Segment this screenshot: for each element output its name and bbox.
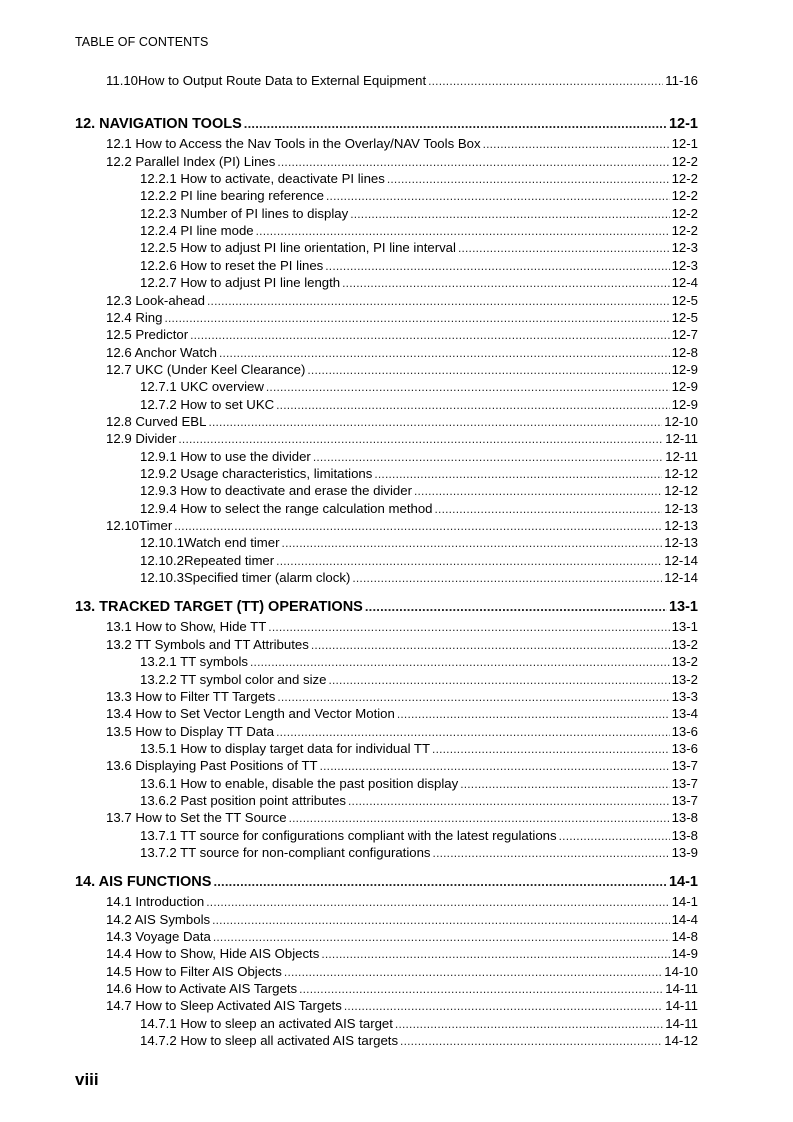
toc-entry-title: 14.7 How to Sleep Activated AIS Targets [106,998,342,1014]
toc-entry-title: 12.4 Ring [106,309,163,325]
toc-entry-title: 14.6 How to Activate AIS Targets [106,981,298,997]
toc-entry-title: 12.2.2 PI line bearing reference [140,188,325,204]
toc-entry[interactable] [106,757,698,774]
toc-entry[interactable] [140,170,698,187]
toc-entry-page: 14-11 [665,1015,698,1031]
toc-entry[interactable] [106,309,698,326]
toc-entry-page: 14-1 [668,874,698,891]
toc-entry-page: 12-2 [671,223,698,239]
toc-entry-title: 13.3 How to Filter TT Targets [106,688,276,704]
toc-entry[interactable] [106,430,698,447]
toc-entry-page: 12-14 [664,570,698,586]
dot-leader [208,414,662,431]
toc-entry[interactable] [140,205,698,222]
toc-entry-page: 12-1 [668,116,698,133]
dot-leader [352,570,662,587]
toc-entry[interactable] [106,963,698,980]
toc-entry-page: 13-4 [671,706,698,722]
dot-leader [344,998,663,1015]
toc-entry-page: 12-9 [671,379,698,395]
toc-entry-title: 12.2.1 How to activate, deactivate PI lines [140,171,385,187]
toc-entry-page: 12-2 [671,188,698,204]
toc-entry[interactable] [140,222,698,239]
toc-entry-title: 12.1 How to Access the Nav Tools in the Overlay/NAV Tools Box [106,136,481,152]
toc-entry[interactable] [140,827,698,844]
toc-entry-title: 12.10.1Watch end timer [140,535,280,551]
toc-entry[interactable] [106,72,698,89]
toc-entry-page: 14-9 [671,946,698,962]
toc-entry-title: 12.2.4 PI line mode [140,223,254,239]
toc-entry[interactable] [140,653,698,670]
toc-entry-page: 14-10 [664,963,698,979]
toc-entry[interactable] [106,809,698,826]
toc-entry-title: 14.5 How to Filter AIS Objects [106,963,282,979]
toc-entry[interactable] [140,257,698,274]
toc-entry-title: 12.7.2 How to set UKC [140,396,275,412]
toc-entry-title: 13.2.1 TT symbols [140,654,248,670]
toc-entry-page: 13-2 [671,636,698,652]
toc-entry-page: 12-2 [671,205,698,221]
toc-entry-page: 12-14 [664,552,698,568]
toc-entry-title: 12.3 Look-ahead [106,292,205,308]
toc-entry-page: 13-8 [671,810,698,826]
toc-chapter-entry[interactable] [75,872,698,892]
toc-entry-page: 12-8 [671,344,698,360]
toc-entry-page: 14-4 [671,911,698,927]
toc-entry-title: 14.3 Voyage Data [106,929,211,945]
toc-entry[interactable] [106,997,698,1014]
toc-entry-title: 11.10How to Output Route Data to External Equipment [106,73,427,88]
dot-leader [348,793,670,810]
toc-entry-title: 13.6.1 How to enable, disable the past position display [140,775,459,791]
running-header: TABLE OF CONTENTS [75,35,209,49]
toc-entry-title: 14.7.2 How to sleep all activated AIS targets [140,1033,399,1049]
dot-leader [307,362,669,379]
toc-entry[interactable] [106,980,698,997]
toc-entry-title: 14.7.1 How to sleep an activated AIS target [140,1015,393,1031]
toc-entry-title: 12. NAVIGATION TOOLS [75,116,242,133]
toc-entry[interactable] [140,569,698,586]
toc-entry[interactable] [140,740,698,757]
toc-entry[interactable] [106,705,698,722]
toc-entry-title: 12.2.5 How to adjust PI line orientation, PI line interval [140,240,456,256]
dot-leader [276,397,669,414]
dot-leader [164,310,669,327]
dot-leader [414,483,662,500]
toc-entry-title: 14.4 How to Show, Hide AIS Objects [106,946,320,962]
dot-leader [559,828,670,845]
toc-entry-page: 14-12 [664,1033,698,1049]
toc-entry-page: 14-1 [671,894,698,910]
dot-leader [458,240,670,257]
toc-entry-page: 13-2 [671,671,698,687]
toc-entry-title: 12.7 UKC (Under Keel Clearance) [106,361,306,377]
toc-entry-title: 14. AIS FUNCTIONS [75,874,212,891]
toc-entry[interactable] [140,1032,698,1049]
toc-entry[interactable] [140,500,698,517]
toc-entry-title: 13.6.2 Past position point attributes [140,792,347,808]
toc-entry-title: 12.7.1 UKC overview [140,379,264,395]
dot-leader [313,449,663,466]
toc-entry[interactable] [140,552,698,569]
toc-entry[interactable] [106,326,698,343]
toc-entry-title: 13.5.1 How to display target data for individual TT [140,740,431,756]
toc-entry[interactable] [106,618,698,635]
toc-entry[interactable] [140,187,698,204]
dot-leader [268,619,669,636]
toc-entry[interactable] [106,636,698,653]
toc-entry-title: 12.10.3Specified timer (alarm clock) [140,570,351,586]
dot-leader [244,114,667,134]
toc-entry[interactable] [140,775,698,792]
toc-entry-title: 12.8 Curved EBL [106,413,207,429]
toc-entry-title: 12.2.6 How to reset the PI lines [140,257,324,273]
toc-entry[interactable] [106,344,698,361]
toc-entry[interactable] [106,135,698,152]
dot-leader [350,206,669,223]
toc-entry-title: 13.6 Displaying Past Positions of TT [106,758,318,774]
dot-leader [460,776,669,793]
dot-leader [178,431,663,448]
dot-leader [400,1033,662,1050]
toc-entry-title: 13.5 How to Display TT Data [106,723,275,739]
toc-entry-title: 12.10Timer [106,518,173,534]
toc-entry-page: 12-11 [665,431,698,447]
toc-entry[interactable] [140,274,698,291]
dot-leader [326,188,670,205]
toc-entry-title: 12.9 Divider [106,431,177,447]
dot-leader [277,689,669,706]
toc-entry-page: 13-1 [668,599,698,616]
dot-leader [387,171,670,188]
toc-entry-page: 13-6 [671,723,698,739]
toc-entry-page: 12-13 [664,518,698,534]
toc-entry-page: 13-3 [671,688,698,704]
toc-entry[interactable] [140,396,698,413]
toc-entry-title: 14.1 Introduction [106,894,205,910]
toc-entry[interactable] [106,361,698,378]
dot-leader [250,654,670,671]
toc-entry-page: 13-7 [671,792,698,808]
toc-entry-page: 12-2 [671,171,698,187]
toc-entry[interactable] [106,688,698,705]
dot-leader [321,946,669,963]
toc-entry-title: 12.9.4 How to select the range calculation method [140,500,433,516]
dot-leader [213,872,667,892]
dot-leader [328,672,669,689]
dot-leader [365,597,667,617]
toc-entry[interactable] [106,893,698,910]
toc-entry-title: 13.2.2 TT symbol color and size [140,671,327,687]
toc-entry[interactable] [106,723,698,740]
toc-entry-title: 13.2 TT Symbols and TT Attributes [106,636,309,652]
toc-entry-title: 13.4 How to Set Vector Length and Vector Motion [106,706,395,722]
toc-entry-title: 12.9.1 How to use the divider [140,448,311,464]
dot-leader [276,724,669,741]
dot-leader [433,845,670,862]
toc-entry-page: 14-11 [665,998,698,1014]
toc-entry[interactable] [140,792,698,809]
toc-entry-title: 12.2 Parallel Index (PI) Lines [106,153,276,169]
dot-leader [266,379,670,396]
toc-entry-page: 12-7 [671,327,698,343]
toc-entry[interactable] [106,153,698,170]
toc-entry[interactable] [106,413,698,430]
dot-leader [432,741,670,758]
toc-entry-page: 12-10 [664,413,698,429]
dot-leader [277,154,669,171]
toc-entry-page: 11-16 [665,73,698,88]
toc-entry-title: 13.7 How to Set the TT Source [106,810,287,826]
toc-entry-page: 13-2 [671,654,698,670]
toc-entry-page: 12-4 [671,275,698,291]
dot-leader [212,912,670,929]
dot-leader [207,293,670,310]
dot-leader [174,518,662,535]
toc-entry[interactable] [140,448,698,465]
toc-entry-title: 13.1 How to Show, Hide TT [106,619,267,635]
toc-entry-page: 13-1 [671,619,698,635]
dot-leader [299,981,663,998]
toc-entry-page: 12-13 [664,500,698,516]
toc-entry-page: 14-8 [671,929,698,945]
toc-entry[interactable] [106,945,698,962]
toc-entry[interactable] [106,517,698,534]
dot-leader [289,810,670,827]
dot-leader [311,637,670,654]
dot-leader [325,258,669,275]
toc-entry-page: 12-9 [671,361,698,377]
toc-entry-page: 13-8 [671,827,698,843]
dot-leader [342,275,669,292]
toc-entry[interactable] [140,482,698,499]
toc-entry-title: 12.2.7 How to adjust PI line length [140,275,341,291]
toc-entry[interactable] [140,239,698,256]
toc-entry-page: 14-11 [665,981,698,997]
toc-entry-page: 13-9 [671,845,698,860]
toc-entry-page: 13-7 [671,775,698,791]
toc-entry-page: 13-7 [671,758,698,774]
dot-leader [483,136,670,153]
dot-leader [206,894,669,911]
dot-leader [213,929,670,946]
toc-entry[interactable] [140,465,698,482]
toc-entry[interactable] [140,1015,698,1032]
dot-leader [320,758,670,775]
toc-entry-title: 13. TRACKED TARGET (TT) OPERATIONS [75,599,363,616]
toc-entry[interactable] [106,292,698,309]
dot-leader [282,535,663,552]
toc-entry-page: 12-9 [671,396,698,412]
toc-entry-page: 12-5 [671,292,698,308]
toc-entry[interactable] [106,928,698,945]
toc-entry-title: 12.9.2 Usage characteristics, limitations [140,466,373,481]
dot-leader [256,223,670,240]
toc-entry-page: 12-13 [664,535,698,551]
toc-entry-page: 12-1 [671,136,698,152]
toc-entry[interactable] [140,534,698,551]
dot-leader [284,964,662,981]
dot-leader [219,345,670,362]
toc-entry-page: 12-5 [671,309,698,325]
toc-chapter-entry[interactable] [75,597,698,617]
dot-leader [395,1016,663,1033]
toc-entry-page: 12-12 [664,466,698,481]
toc-entry-page: 12-12 [664,483,698,499]
toc-entry[interactable] [140,378,698,395]
toc-chapter-entry[interactable] [75,114,698,134]
toc-entry[interactable] [106,911,698,928]
toc-entry-title: 12.6 Anchor Watch [106,344,217,360]
toc-entry-title: 12.10.2Repeated timer [140,552,275,568]
toc-entry-title: 13.7.2 TT source for non-compliant configurations [140,845,431,860]
toc-entry-page: 12-3 [671,240,698,256]
toc-entry-page: 12-2 [671,153,698,169]
page-number: viii [75,1070,99,1089]
dot-leader [190,327,669,344]
dot-leader [435,501,663,518]
dot-leader [397,706,670,723]
dot-leader [428,73,663,90]
toc-entry-page: 12-3 [671,257,698,273]
toc-entry[interactable] [140,844,698,861]
toc-entry-title: 13.7.1 TT source for configurations compliant with the latest regulations [140,827,557,843]
toc-entry-page: 12-11 [665,448,698,464]
toc-entry-page: 13-6 [671,740,698,756]
toc-entry[interactable] [140,671,698,688]
toc-entry-title: 12.9.3 How to deactivate and erase the divider [140,483,412,499]
toc-entry-title: 12.2.3 Number of PI lines to display [140,205,349,221]
dot-leader [374,466,662,483]
dot-leader [276,553,662,570]
toc-entry-title: 14.2 AIS Symbols [106,911,211,927]
toc-entry-title: 12.5 Predictor [106,327,189,343]
